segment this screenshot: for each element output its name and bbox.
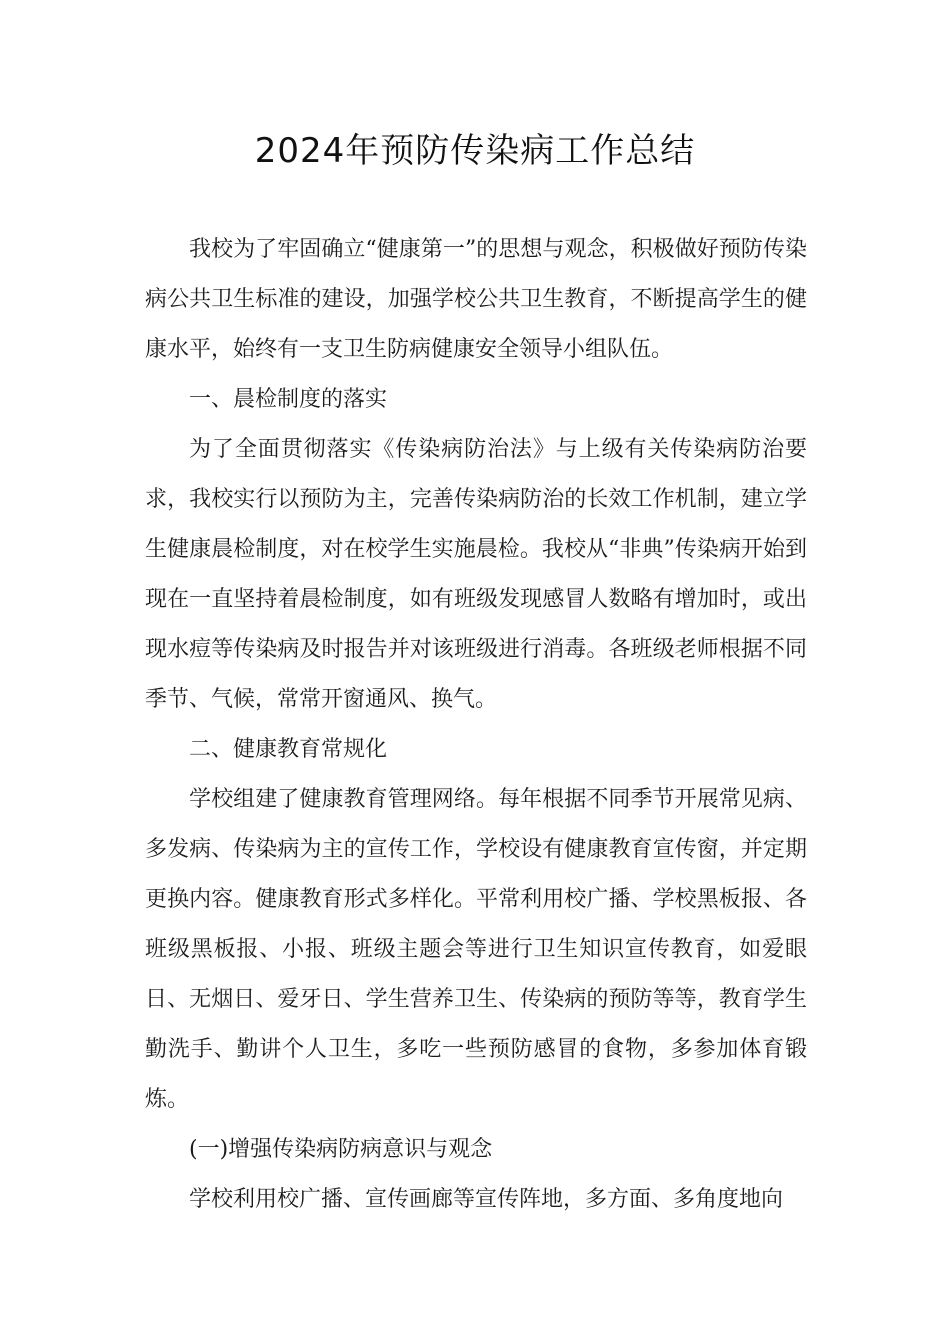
section-heading-morning-check: 一、晨检制度的落实 <box>189 387 388 412</box>
section-heading-health-education: 二、健康教育常规化 <box>189 737 388 762</box>
document-title: 2024年预防传染病工作总结 <box>254 131 696 171</box>
document-body <box>145 225 807 1225</box>
intro-paragraph: 我校为了牢固确立“健康第一”的思想与观念，积极做好预防传染病公共卫生标准的建设，加强学校公共卫生教育，不断提高学生的健康水平，始终有一支卫生防病健康安全领导小组队伍。 <box>145 237 807 362</box>
awareness-paragraph: 学校利用校广播、宣传画廊等宣传阵地，多方面、多角度地向 <box>189 1187 784 1212</box>
health-education-paragraph: 学校组建了健康教育管理网络。每年根据不同季节开展常见病、多发病、传染病为主的宣传工作，学校设有健康教育宣传窗，并定期更换内容。健康教育形式多样化。平常利用校广播、学校黑板报、各班级黑板报、小报、班级主题会等进行卫生知识宣传教育，如爱眼日、无烟日、爱牙日、学生营养卫生、传染病的预防等等，教育学生勤洗手、勤讲个人卫生，多吃一些预防感冒的食物，多参加体育锻炼。 <box>145 787 807 1112</box>
morning-check-paragraph: 为了全面贯彻落实《传染病防治法》与上级有关传染病防治要求，我校实行以预防为主，完善传染病防治的长效工作机制，建立学生健康晨检制度，对在校学生实施晨检。我校从“非典”传染病开始到现在一直坚持着晨检制度，如有班级发现感冒人数略有增加时，或出现水痘等传染病及时报告并对该班级进行消毒。各班级老师根据不同季节、气候，常常开窗通风、换气。 <box>145 437 807 712</box>
subsection-heading-awareness: (一)增强传染病防病意识与观念 <box>189 1137 493 1162</box>
